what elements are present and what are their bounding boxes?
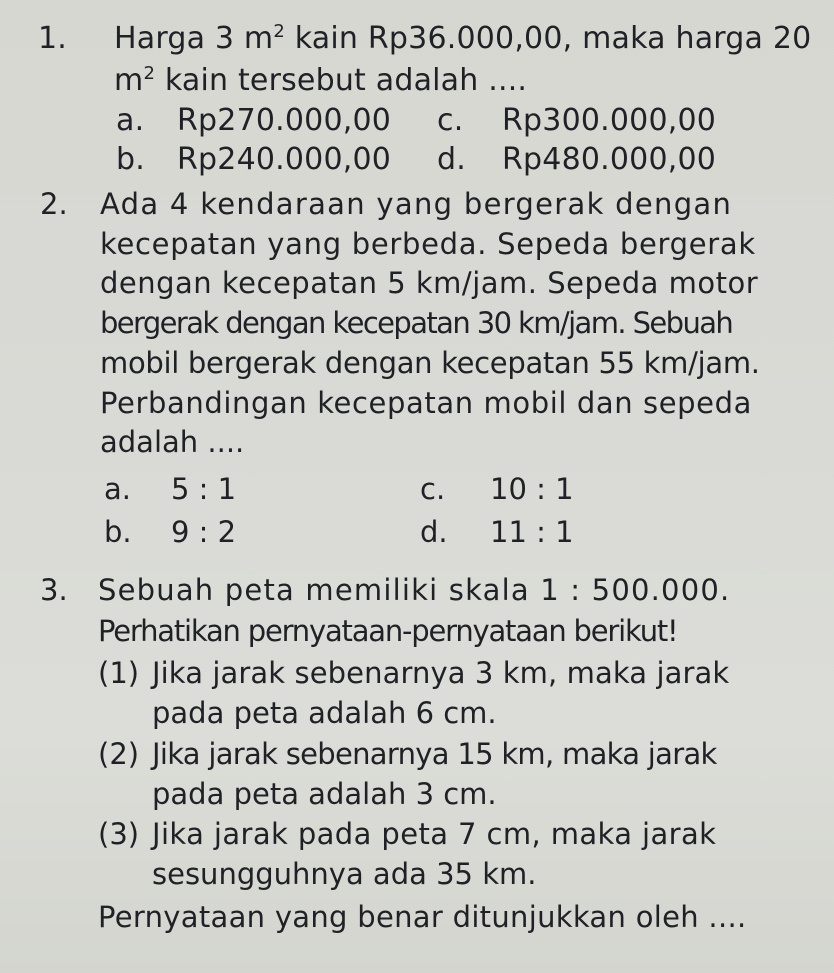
superscript-2: 2 [273, 21, 286, 42]
question-2-line: bergerak dengan kecepatan 30 km/jam. Sebuah [100, 306, 733, 340]
option-text: 10 : 1 [490, 472, 574, 506]
option-text: 11 : 1 [490, 515, 574, 549]
question-2-number: 2. [40, 187, 68, 221]
option-text: Rp240.000,00 [177, 142, 392, 177]
question-2-line: Perbandingan kecepatan mobil dan sepeda [100, 386, 752, 420]
superscript-2: 2 [143, 63, 156, 84]
option-text: Rp270.000,00 [177, 103, 392, 138]
option-letter: c. [420, 472, 446, 506]
question-1-line-2-rest: kain tersebut adalah .... [155, 63, 528, 98]
question-1-line-1 [114, 21, 812, 56]
statement-number: (3) [98, 817, 140, 851]
statement-line: pada peta adalah 3 cm. [152, 777, 497, 811]
statement-number: (2) [98, 737, 140, 771]
question-1-line-1-text: Harga 3 m [114, 21, 274, 56]
question-3-closing: Pernyataan yang benar ditunjukkan oleh .... [98, 900, 747, 934]
statement-line: pada peta adalah 6 cm. [152, 696, 497, 730]
question-1-line-2 [114, 63, 528, 98]
option-letter: b. [116, 142, 145, 177]
question-3-number: 3. [40, 573, 68, 607]
statement-number: (1) [98, 656, 140, 690]
option-text: Rp300.000,00 [502, 103, 717, 138]
question-2-line: kecepatan yang berbeda. Sepeda bergerak [100, 227, 756, 261]
option-text: 9 : 2 [171, 515, 237, 549]
statement-line: sesungguhnya ada 35 km. [152, 857, 537, 891]
statement-line: Jika jarak sebenarnya 15 km, maka jarak [152, 737, 717, 771]
statement-line: Jika jarak pada peta 7 cm, maka jarak [152, 817, 717, 851]
question-1-line-1-rest: kain Rp36.000,00, maka harga 20 [285, 21, 812, 56]
question-3-line: Perhatikan pernyataan-pernyataan berikut! [98, 614, 678, 648]
question-1-line-2-text: m [114, 63, 144, 98]
option-letter: a. [116, 103, 145, 138]
option-letter: d. [437, 142, 466, 177]
statement-line: Jika jarak sebenarnya 3 km, maka jarak [152, 656, 730, 690]
question-1-number: 1. [38, 21, 68, 56]
option-letter: c. [437, 103, 464, 138]
question-3-line: Sebuah peta memiliki skala 1 : 500.000. [98, 573, 731, 607]
option-letter: b. [104, 515, 132, 549]
question-2-line: mobil bergerak dengan kecepatan 55 km/jam. [100, 346, 760, 380]
question-2-line: Ada 4 kendaraan yang bergerak dengan [100, 187, 733, 221]
option-text: 5 : 1 [171, 472, 237, 506]
option-letter: d. [420, 515, 448, 549]
option-letter: a. [104, 472, 131, 506]
question-2-line: dengan kecepatan 5 km/jam. Sepeda motor [100, 266, 759, 300]
option-text: Rp480.000,00 [502, 142, 717, 177]
question-2-line: adalah .... [100, 425, 245, 459]
